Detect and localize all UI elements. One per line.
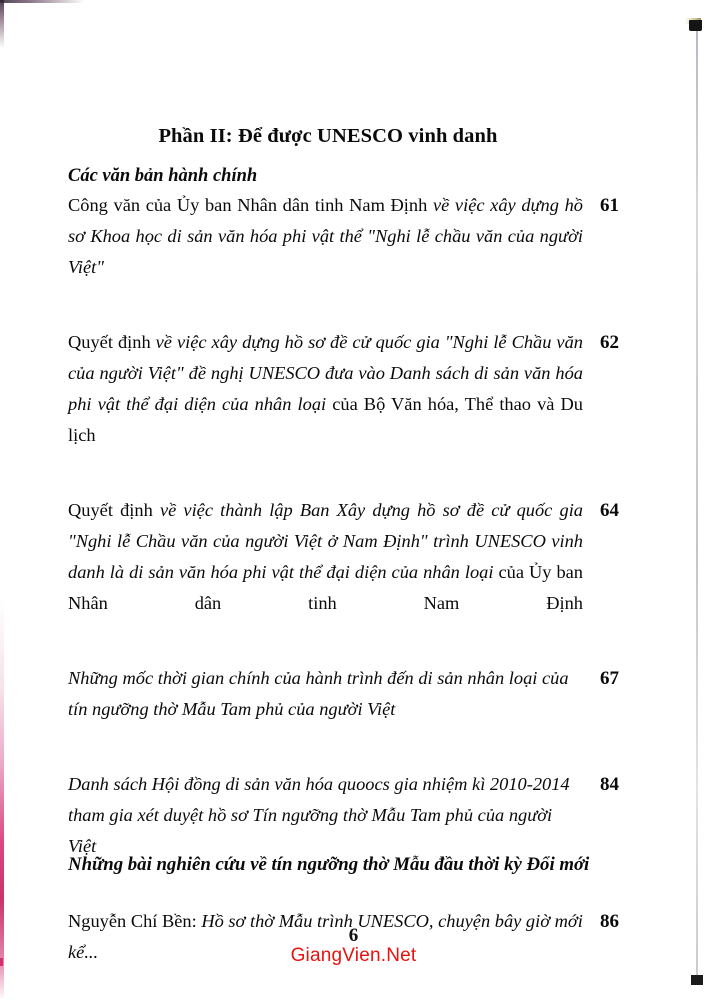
section-heading: Các văn bản hành chính: [68, 166, 258, 187]
toc-entry-title: Những mốc thời gian chính của hành trình đến di sản nhân loại của tín ngưỡng thờ Mẫu Tam phủ của người Việt: [68, 668, 569, 719]
toc-entry-page-number: 64: [600, 500, 619, 521]
closing-section-heading: Những bài nghiên cứu về tín ngưỡng thờ Mẫu đầu thời kỳ Đổi mới: [68, 853, 590, 875]
toc-entry-title: Quyết định về việc thành lập Ban Xây dựng hồ sơ đề cử quốc gia "Nghi lễ Chầu văn của người Việt ở Nam Định" trình UNESCO vinh danh là di sản văn hóa phi vật thể đại diện của nhân loại của Ủy ban Nhân dân tinh Nam Định: [68, 500, 584, 613]
page-content: [68, 0, 652, 1000]
scan-artifact-left-edge: [0, 0, 4, 1000]
toc-entry[interactable]: [68, 327, 652, 482]
toc-entry-page-number: 84: [600, 774, 619, 795]
scan-artifact-top-right-blot: [689, 20, 702, 31]
toc-entry-page-number: 67: [600, 668, 619, 689]
toc-entry-title: Danh sách Hội đồng di sản văn hóa quoocs gia nhiệm kì 2010-2014 tham gia xét duyệt hồ sơ Tín ngưỡng thờ Mẫu Tam phủ của người Việt: [68, 774, 570, 856]
toc-entry[interactable]: [68, 495, 652, 650]
toc-entry[interactable]: [68, 663, 652, 756]
toc-entry[interactable]: [68, 190, 652, 314]
watermark: GiangVien.Net: [290, 945, 417, 966]
toc-entry-title: Nguyễn Chí Bền: Hồ sơ thờ Mẫu trình UNESCO, chuyện bây giờ mới kể...: [68, 911, 583, 962]
toc-entry-page-number: 86: [600, 911, 619, 932]
toc-entry-title: Quyết định về việc xây dựng hồ sơ đề cử quốc gia "Nghi lễ Chầu văn của người Việt" đề nghị UNESCO đưa vào Danh sách di sản văn hóa phi vật thể đại diện của nhân loại của Bộ Văn hóa, Thể thao và Du lịch: [68, 332, 583, 445]
toc-entry-title: Công văn của Ủy ban Nhân dân tinh Nam Định về việc xây dựng hồ sơ Khoa học di sản văn hóa phi vật thể "Nghi lễ chầu văn của người Việt": [68, 195, 583, 277]
toc-entry-page-number: 61: [600, 195, 619, 216]
page-title: Phần II: Để được UNESCO vinh danh: [158, 124, 498, 147]
page-folio-number: 6: [348, 925, 359, 946]
toc-entry-page-number: 62: [600, 332, 619, 353]
scan-artifact-bottom-right-blot: [691, 975, 703, 985]
scan-artifact-right-line: [696, 22, 698, 982]
